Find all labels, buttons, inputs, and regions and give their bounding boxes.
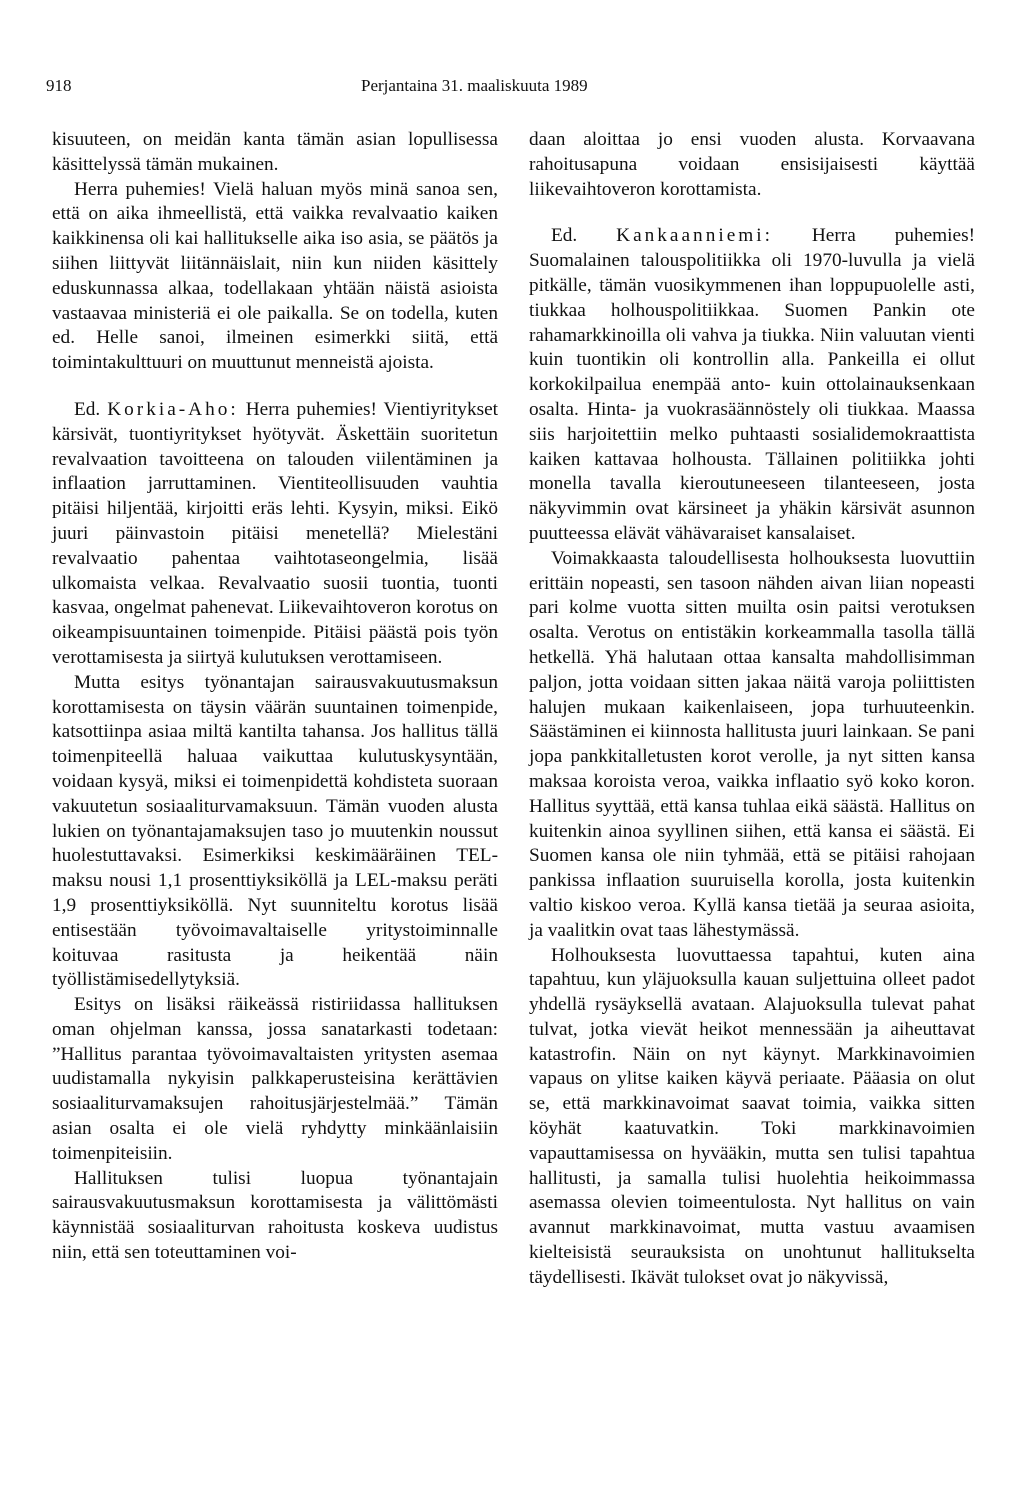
paragraph: Mutta esitys työnantajan sairausvakuutusmaksun korottamisesta on täysin väärän suuntainen toimenpide, katsottiinpa asiaa miltä kantilta tahansa. Jos hallitus tällä toimenpiteellä haluaa vaikuttaa kulutuskysyntään, voidaan kysyä, miksi ei toimenpidettä kohdisteta suoraan vakuutetun sosiaaliturvamaksuun. Tämän vuoden alusta lukien on työnantajamaksujen taso jo muutenkin noussut huolestuttavaksi. Esimerkiksi keskimääräinen TEL-maksu nousi 1,1 prosenttiyksiköllä ja LEL-maksu peräti 1,9 prosenttiyksiköllä. Nyt suunniteltu korotus lisää entisestään työvoimavaltaiselle yritystoiminnalle koituvaa rasitusta ja heikentää näin työllistämisedellytyksiä.: [52, 671, 498, 991]
speech-text: Herra puhemies! Vientiyritykset kärsivät, tuontiyritykset hyötyvät. Äskettäin suoritetun revalvaation tavoitteena on talouden viilentäminen ja inflaation jarruttaminen. Vientiteollisuuden vauhtia pitäisi hiljentää, kirjoitti eräs lehti. Kysyin, miksi. Eikö juuri päinvastoin pitäisi menetellä? Mielestäni revalvaatio pahentaa vaihtotaseongelmia, lisää ulkomaista velkaa. Revalvaatio suosii tuontia, tuonti kasvaa, ongelmat pahenevat. Liikevaihtoveron korotus on oikeampisuuntainen toimenpide. Pitäisi päästä pois työn verottamisesta ja siirtyä kulutuksen verottamiseen.: [52, 398, 499, 668]
left-column: [52, 128, 498, 1266]
speaker-name: Kankaanniemi:: [616, 225, 773, 247]
speech-text: Herra puhemies! Suomalainen talouspolitiikka oli 1970-luvulla ja vielä pitkälle, tämän vuosikymmenen ihan loppupuolelle asti, tiukkaa holhouspolitiikkaa. Suomen Pankin ote rahamarkkinoilla oli vahva ja tiukka. Niin valuutan vienti kuin tuontikin oli kontrollin alla. Pankeilla ei ollut korkokilpailua enempää anto- kuin ottolainauksenkaan osalta. Hinta- ja vuokrasäännöstely oli tiukkaa. Maassa siis harjoitettiin melko puhtaasti sosialidemokraattista kaiken kattavaa holhousta. Tällainen politiikka johti monella tavalla kieroutuneeseen tilanteeseen, josta näkyvimmin ovat kärsineet ja yhäkin kärsivät asunnon puutteessa elävät vähävaraiset kansalaiset.: [529, 225, 976, 544]
paragraph: Hallituksen tulisi luopua työnantajain sairausvakuutusmaksun korottamisesta ja välittömästi käynnistää sosiaaliturvan rahoitusta koskeva uudistus niin, että sen toteuttaminen voi-: [52, 1167, 498, 1264]
speech-paragraph: [529, 224, 975, 546]
paragraph: daan aloittaa jo ensi vuoden alusta. Korvaavana rahoitusapuna voidaan ensisijaisesti käyttää liikevaihtoveron korottamista.: [529, 129, 975, 200]
speech-paragraph: [52, 398, 498, 671]
right-column: [529, 128, 975, 1291]
paragraph: Herra puhemies! Vielä haluan myös minä sanoa sen, että on aika ihmeellistä, että vaikka revalvaatio kaiken kaikkinensa oli kai hallitukselle aika iso asia, se päätös ja siihen liittyvät liitännäislait, niin kun niiden käsittely eduskunnassa alkaa, todellakaan yhtään näistä asioista vastaavaa ministeriä ei ole paikalla. Se on todella, kuten ed. Helle sanoi, ilmeinen esimerkki siitä, että toimintakulttuuri on muuttunut menneistä ajoista.: [52, 178, 498, 374]
speech-prefix: Ed.: [74, 398, 108, 420]
speaker-name: Korkia-Aho:: [107, 398, 239, 420]
speech-prefix: Ed.: [551, 225, 617, 247]
paragraph: kisuuteen, on meidän kanta tämän asian lopullisessa käsittelyssä tämän mukainen.: [52, 129, 498, 175]
paragraph: Voimakkaasta taloudellisesta holhouksesta luovuttiin erittäin nopeasti, sen tasoon nähden aivan liian nopeasti pari kolme vuotta sitten muilta osin paitsi verotuksen osalta. Verotus on entistäkin korkeammalla tasolla tällä hetkellä. Yhä halutaan ottaa kansalta mahdollisimman paljon, jotta voidaan sitten jakaa näitä varoja poliittisten halujen mukaan kaikenlaiseen, jopa turhuuteenkin. Säästäminen ei kiinnosta hallitusta juuri lainkaan. Se pani jopa pankkitalletusten korot verolle, ja nyt sitten kansa maksaa koroista veroa, vaikka inflaatio syö koko koron. Hallitus syyttää, että kansa tuhlaa eikä säästä. Hallitus on kuitenkin ainoa syyllinen siihen, että kansa ei säästä. Ei Suomen kansa ole niin tyhmää, että se pitäisi rahojaan pankissa inflaation suuruisella korolla, josta kuitenkin valtio kiskoo veroa. Kyllä kansa tietää ja seuraa asioita, ja vaalitkin ovat taas lähestymässä.: [529, 547, 975, 941]
paragraph: Esitys on lisäksi räikeässä ristiriidassa hallituksen oman ohjelman kanssa, jossa sanatarkasti todetaan: ”Hallitus parantaa työvoimavaltaisten yritysten asemaa uudistamalla nykyisin palkkaperusteisina kerättävien sosiaaliturvamaksujen rahoitusjärjestelmää.” Tämän asian osalta ei ole vielä ryhdytty minkäänlaisiin toimenpiteisiin.: [52, 994, 498, 1164]
paragraph: Holhouksesta luovuttaessa tapahtui, kuten aina tapahtuu, kun yläjuoksulla kauan suljettuina olleet padot yhdellä rysäyksellä avataan. Alajuoksulla tulevat pahat tulvat, jotka vievät heikot mennessään ja aiheuttavat katastrofin. Näin on nyt käynyt. Markkinavoimien vapaus on ylitse kaiken käyvä periaate. Pääasia on olut se, että markkinavoimat saavat toimia, vaikka sitten köyhät kaatuvatkin. Toki markkinavoimien vapauttamisessa on hyvääkin, mutta sen tulisi tapahtua hallitusti, ja samalla tulisi huolehtia heikoimmassa asemassa olevien toimeentulosta. Nyt hallitus on vain avannut markkinavoimat, mutta vastuu avaamisen kielteisistä seurauksista on unohtunut hallitukselta täydellisesti. Ikävät tulokset ovat jo näkyvissä,: [529, 944, 975, 1288]
page-header: [46, 76, 982, 100]
running-title: Perjantaina 31. maaliskuuta 1989: [361, 76, 588, 95]
page-number: 918: [46, 76, 72, 95]
